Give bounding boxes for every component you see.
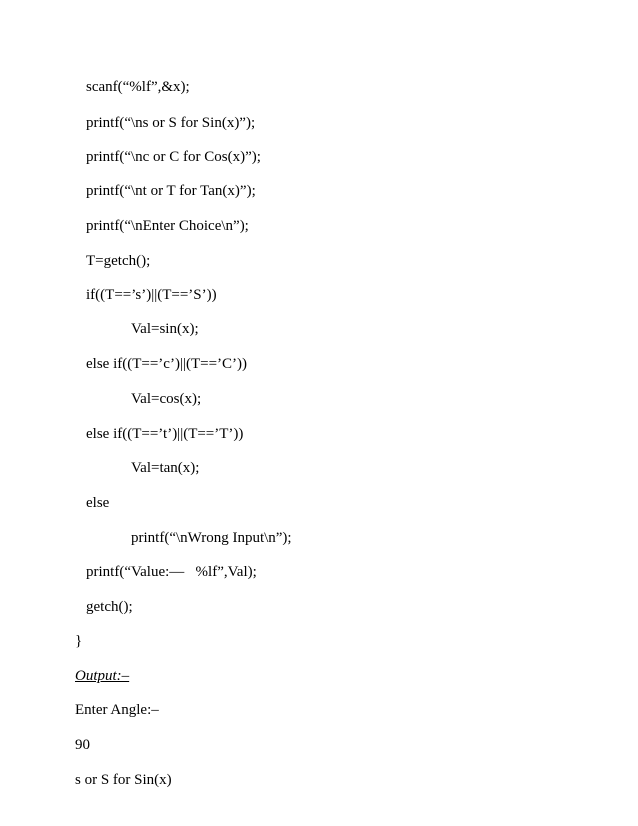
output-line-90: 90 (75, 737, 90, 753)
code-line-if-sin: if((T==’s’)||(T==’S’)) (86, 287, 217, 303)
code-line-getch-assign: T=getch(); (86, 253, 151, 269)
code-line-printf-cos: printf(“\nc or C for Cos(x)”); (86, 149, 261, 165)
code-line-printf-sin: printf(“\ns or S for Sin(x)”); (86, 115, 256, 131)
code-line-printf-tan: printf(“\nt or T for Tan(x)”); (86, 183, 256, 199)
code-line-scanf: scanf(“%lf”,&x); (86, 79, 190, 95)
output-heading: Output:– (75, 668, 130, 684)
output-line-sin: s or S for Sin(x) (75, 772, 172, 788)
code-line-val-cos: Val=cos(x); (131, 391, 202, 407)
code-line-else: else (86, 495, 110, 511)
code-line-printf-value: printf(“Value:— %lf”,Val); (86, 564, 257, 580)
output-line-enter-angle: Enter Angle:– (75, 702, 159, 718)
code-line-printf-wrong: printf(“\nWrong Input\n”); (131, 530, 292, 546)
code-line-getch: getch(); (86, 599, 133, 615)
code-line-val-sin: Val=sin(x); (131, 321, 199, 337)
code-line-elseif-cos: else if((T==’c’)||(T==’C’)) (86, 356, 248, 372)
code-line-closing-brace: } (75, 633, 83, 649)
code-line-elseif-tan: else if((T==’t’)||(T==’T’)) (86, 426, 244, 442)
code-line-printf-choice: printf(“\nEnter Choice\n”); (86, 218, 249, 234)
code-line-val-tan: Val=tan(x); (131, 460, 200, 476)
